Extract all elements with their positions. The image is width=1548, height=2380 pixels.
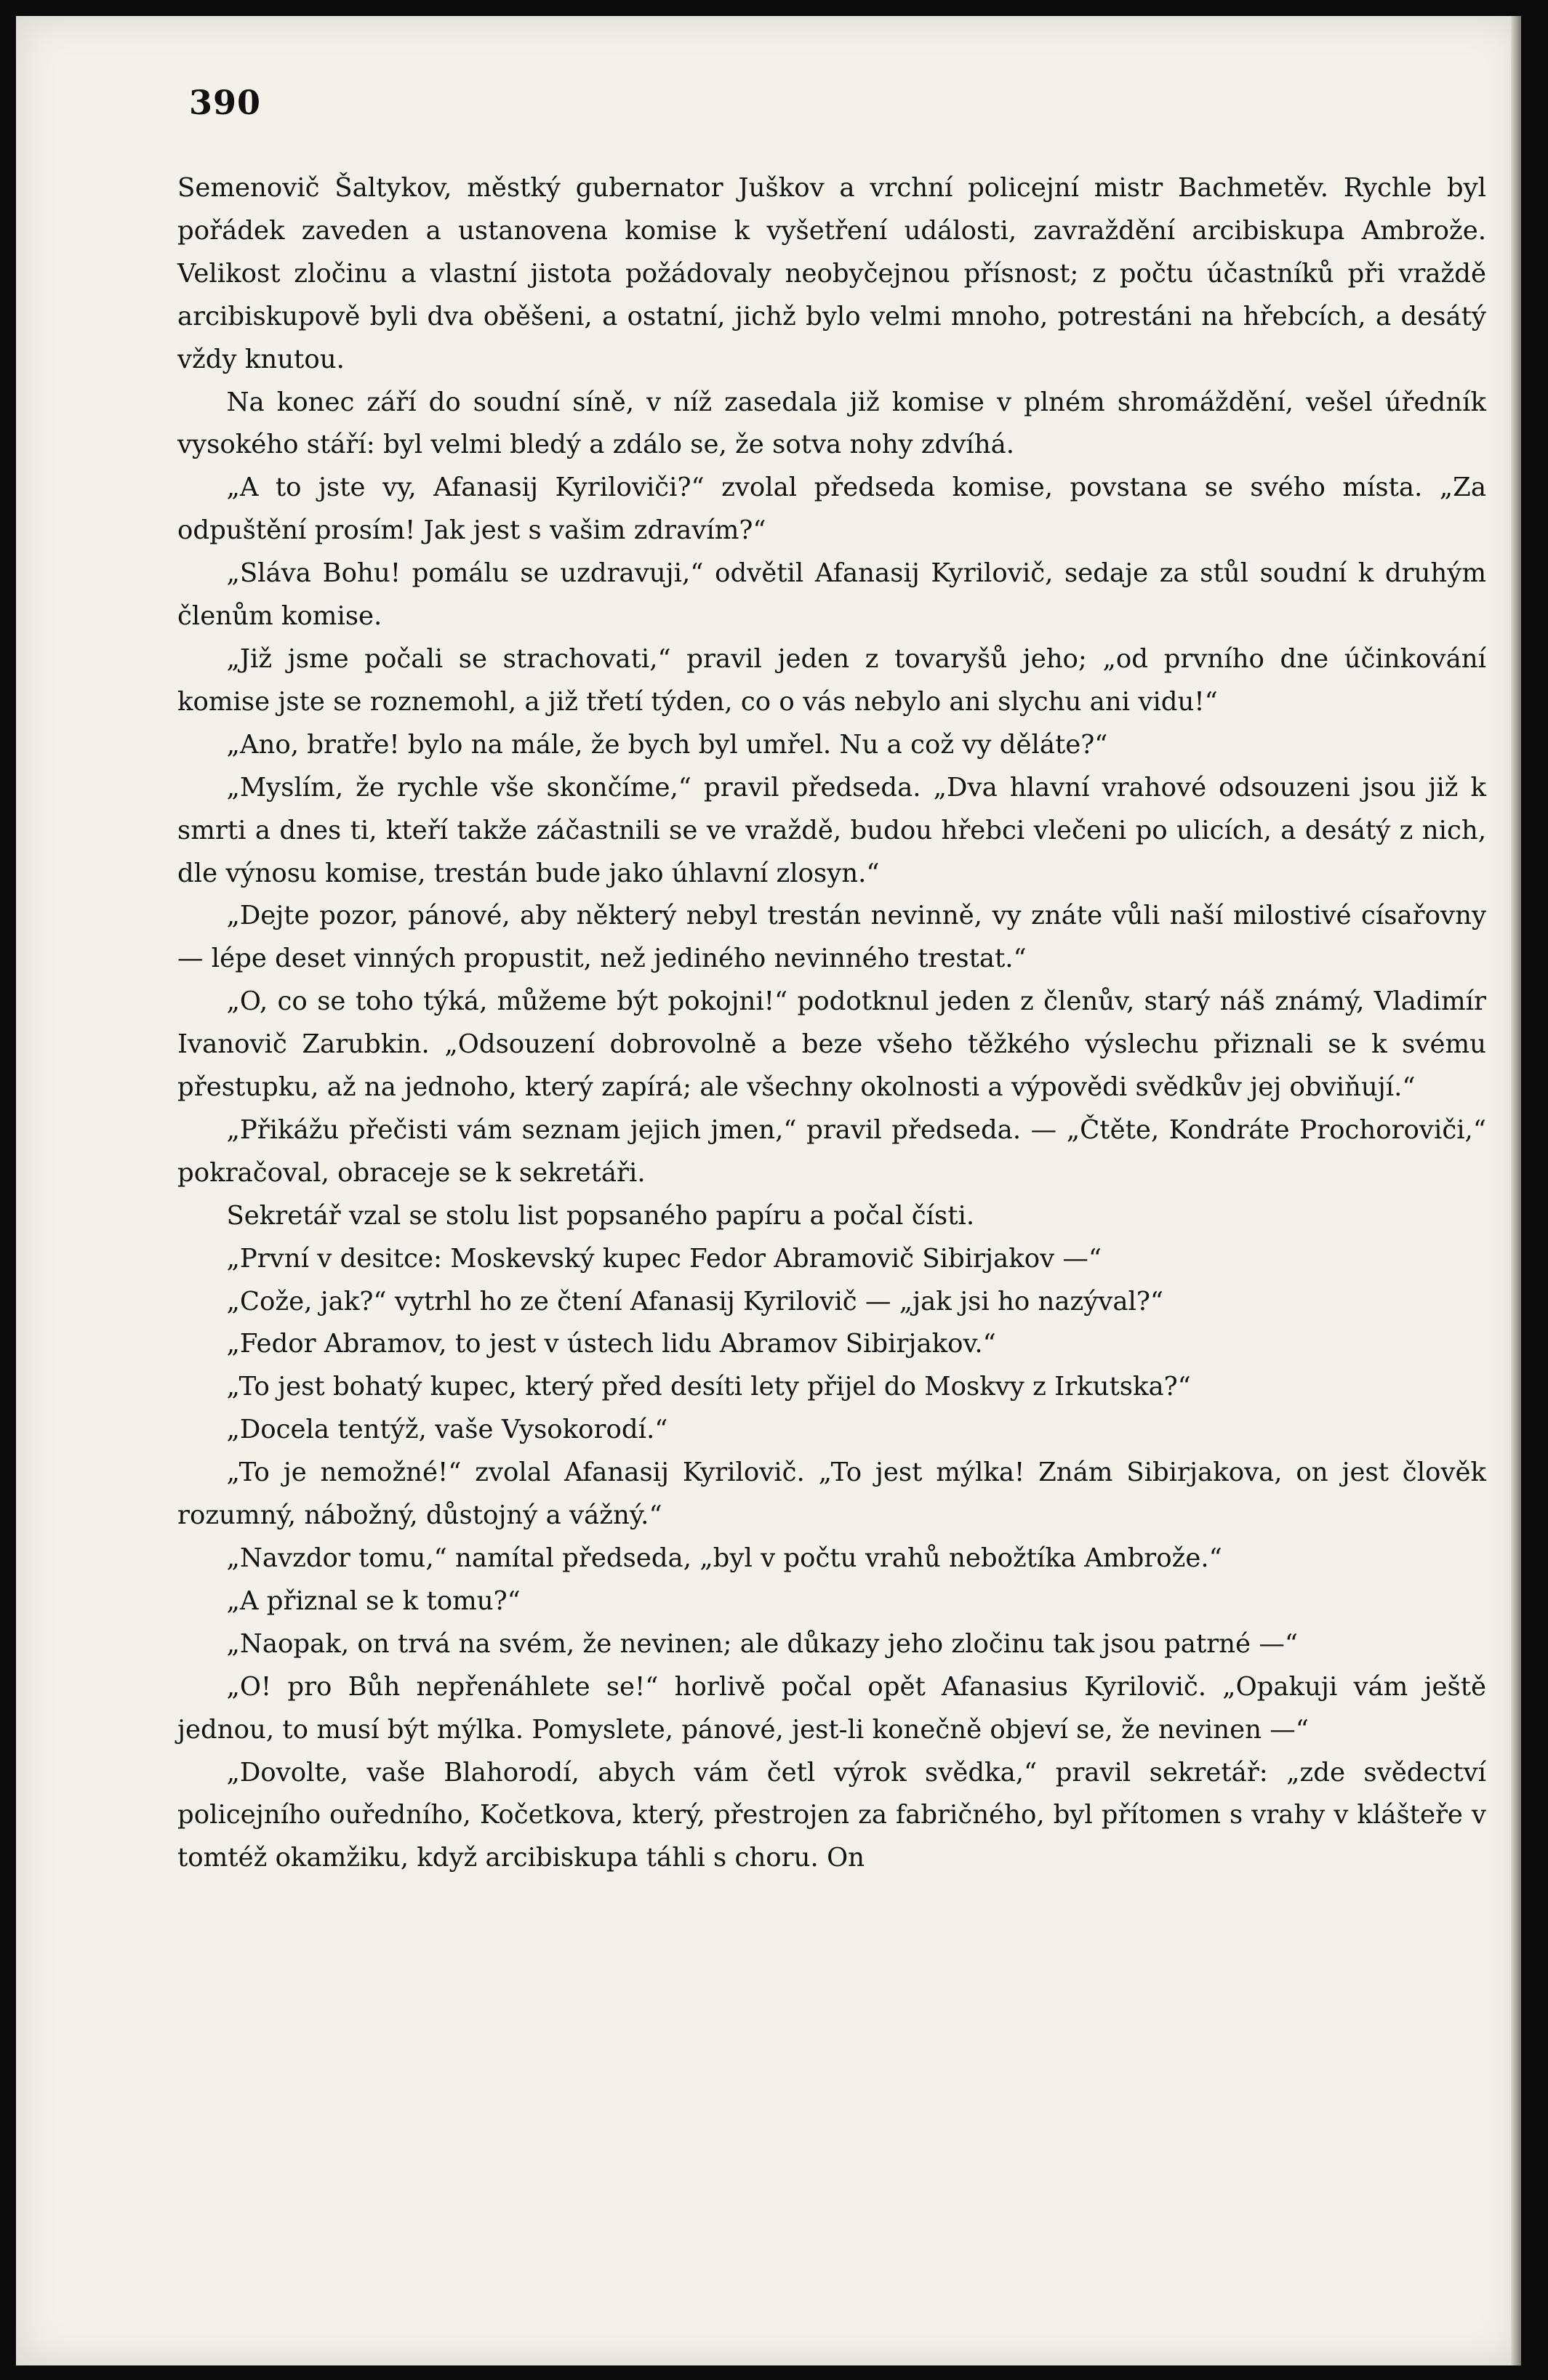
paragraph-1: Semenovič Šaltykov, městký gubernator Juškov a vrchní policejní mistr Bachmetěv. Rychle byl pořádek zaveden a ustanovena komise k vyšetření události, zavraždění arcibiskupa Ambrože. Velikost zločinu a vlastní jistota požádovaly neobyčejnou přísnost; z počtu účastníků při vraždě arcibiskupově byli dva oběšeni, a ostatní, jichž bylo velmi mnoho, potrestáni na hřebcích, a desátý vždy knutou.	[177, 173, 1486, 374]
paragraph-21: „O! pro Bůh nepřenáhlete se!“ horlivě počal opět Afanasius Kyrilovič. „Opakuji vám ještě jednou, to musí být mýlka. Pomyslete, pánové, jest-li konečně objeví se, že nevinen —“	[177, 1671, 1486, 1745]
paragraph-8: „Dejte pozor, pánové, aby některý nebyl trestán nevinně, vy znáte vůli naší milostivé císařovny — lépe deset vinných propustit, než jediného nevinného trestat.“	[177, 901, 1486, 974]
page-number: 390	[189, 83, 262, 122]
paragraph-11: Sekretář vzal se stolu list popsaného papíru a počal čísti.	[226, 1200, 975, 1231]
book-page	[16, 16, 1521, 2365]
paragraph-18: „Navzdor tomu,“ namítal předseda, „byl v počtu vrahů nebožtíka Ambrože.“	[226, 1543, 1222, 1573]
paragraph-12: „První v desitce: Moskevský kupec Fedor Abramovič Sibirjakov —“	[226, 1243, 1102, 1274]
page-binding-edge	[1511, 16, 1521, 2365]
paragraph-13: „Cože, jak?“ vytrhl ho ze čtení Afanasij Kyrilovič — „jak jsi ho nazýval?“	[226, 1286, 1164, 1316]
paragraph-17: „To je nemožné!“ zvolal Afanasij Kyrilovič. „To jest mýlka! Znám Sibirjakova, on jest člověk rozumný, nábožný, důstojný a vážný.“	[177, 1458, 1486, 1531]
paragraph-19: „A přiznal se k tomu?“	[226, 1585, 521, 1616]
body-text	[177, 167, 1486, 1880]
paragraph-15: „To jest bohatý kupec, který před desíti lety přijel do Moskvy z Irkutska?“	[226, 1372, 1191, 1402]
paragraph-3: „A to jste vy, Afanasij Kyriloviči?“ zvolal předseda komise, povstana se svého místa. „Za odpuštění prosím! Jak jest s vašim zdravím?“	[177, 473, 1486, 546]
paragraph-2: Na konec září do soudní síně, v níž zasedala již komise v plném shromáždění, vešel úředník vysokého stáří: byl velmi bledý a zdálo se, že sotva nohy zdvíhá.	[177, 387, 1486, 460]
paragraph-4: „Sláva Bohu! pomálu se uzdravuji,“ odvětil Afanasij Kyrilovič, sedaje za stůl soudní k druhým členům komise.	[177, 558, 1486, 632]
paragraph-14: „Fedor Abramov, to jest v ústech lidu Abramov Sibirjakov.“	[226, 1329, 996, 1359]
paragraph-22: „Dovolte, vaše Blahorodí, abych vám četl výrok svědka,“ pravil sekretář: „zde svědectví policejního ouředního, Kočetkova, který, přestrojen za fabričného, byl přítomen s vrahy v klášteře v tomtéž okamžiku, když arcibiskupa táhli s choru. On	[177, 1757, 1486, 1873]
paragraph-20: „Naopak, on trvá na svém, že nevinen; ale důkazy jeho zločinu tak jsou patrné —“	[226, 1628, 1298, 1659]
paragraph-7: „Myslím, že rychle vše skončíme,“ pravil předseda. „Dva hlavní vrahové odsouzeni jsou již k smrti a dnes ti, kteří takže záčastnili se ve vraždě, budou hřebci vlečeni po ulicích, a desátý z nich, dle výnosu komise, trestán bude jako úhlavní zlosyn.“	[177, 772, 1486, 888]
paragraph-5: „Již jsme počali se strachovati,“ pravil jeden z tovaryšů jeho; „od prvního dne účinkování komise jste se roznemohl, a již třetí týden, co o vás nebylo ani slychu ani vidu!“	[177, 643, 1486, 717]
paragraph-9: „O, co se toho týká, můžeme být pokojni!“ podotknul jeden z členův, starý náš známý, Vladimír Ivanovič Zarubkin. „Odsouzení dobrovolně a beze všeho těžkého výslechu přiznali se k svému přestupku, až na jednoho, který zapírá; ale všechny okolnosti a výpovědi svědkův jej obviňují.“	[177, 986, 1486, 1103]
paragraph-10: „Přikážu přečisti vám seznam jejich jmen,“ pravil předseda. — „Čtěte, Kondráte Prochoroviči,“ pokračoval, obraceje se k sekretáři.	[177, 1114, 1486, 1188]
paragraph-16: „Docela tentýž, vaše Vysokorodí.“	[226, 1415, 668, 1445]
paragraph-6: „Ano, bratře! bylo na mále, že bych byl umřel. Nu a což vy děláte?“	[226, 729, 1108, 760]
